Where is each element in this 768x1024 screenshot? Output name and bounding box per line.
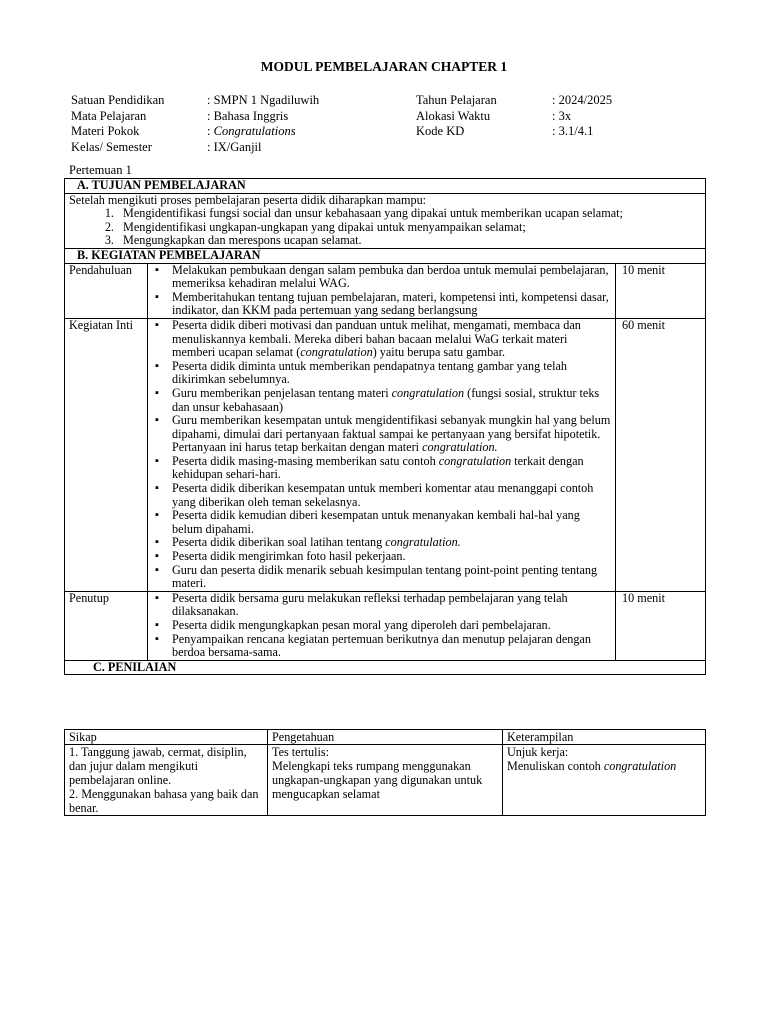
meeting-label: Pertemuan 1: [69, 163, 132, 177]
lesson-table: [64, 178, 706, 675]
phase-activities: [148, 591, 616, 660]
sikap-cell: [65, 745, 268, 816]
column-header-sikap: Sikap: [65, 730, 268, 745]
phase-row: [65, 591, 706, 660]
activity-item: ▪ Guru memberikan penjelasan tentang materi congratulation (fungsi sosial, struktur teks dan unsur kebahasaan): [172, 387, 611, 414]
phase-name: Pendahuluan: [65, 263, 148, 318]
assessment-table: [64, 729, 706, 816]
activity-item: ▪ Peserta didik masing-masing memberikan satu contoh congratulation terkait dengan kehidupan sehari-hari.: [172, 455, 611, 482]
info-value: : SMPN 1 Ngadiluwih: [207, 93, 320, 107]
phase-time: 60 menit: [616, 318, 706, 591]
phase-activities: [148, 318, 616, 591]
goals-list: [69, 207, 701, 248]
activity-item: ▪ Peserta didik kemudian diberi kesempatan untuk menanyakan kembali hal-hal yang belum dipahami.: [172, 509, 611, 536]
phase-row: [65, 318, 706, 591]
activity-list: [152, 264, 611, 318]
section-a-heading: A. TUJUAN PEMBELAJARAN: [65, 179, 706, 194]
info-label: Kelas/ Semester: [71, 139, 152, 154]
activity-item: ▪ Peserta didik diberikan soal latihan tentang congratulation.: [172, 536, 611, 550]
goals-intro: Setelah mengikuti proses pembelajaran peserta didik diharapkan mampu:: [69, 192, 427, 207]
activity-item: ▪ Melakukan pembukaan dengan salam pembuka dan berdoa untuk memulai pembelajaran, memeriksa kehadiran melalui WAG.: [172, 264, 611, 291]
info-left: [71, 93, 319, 155]
info-value: : Bahasa Inggris: [207, 108, 289, 123]
activity-item: ▪ Peserta didik diberi motivasi dan panduan untuk melihat, mengamati, membaca dan menuliskannya kembali. Mereka diberi bahan bacaan melalui WaG terkait materi memberi ucapan selamat (congratulation) yaitu berupa satu gambar.: [172, 319, 611, 360]
info-value-italic: Congratulations: [213, 124, 296, 138]
info-value: : 3.1/4.1: [552, 124, 594, 138]
info-value: : 3x: [552, 108, 572, 123]
info-row: [416, 93, 612, 109]
info-value: : 2024/2025: [552, 93, 613, 107]
info-row: [416, 124, 612, 140]
info-row: [71, 124, 319, 140]
column-header-pengetahuan: Pengetahuan: [268, 730, 503, 745]
info-label: Tahun Pelajaran: [416, 93, 497, 107]
activity-item: ▪ Guru memberikan kesempatan untuk mengidentifikasi sebanyak mungkin hal yang belum dipahami, dimulai dari pertanyaan faktual sampai ke pertanyaan yang bersifat hipotetik. Pertanyaan ini harus tetap berkaitan dengan materi congratulation.: [172, 414, 611, 455]
info-label: Kode KD: [416, 124, 465, 138]
info-value: [207, 124, 296, 140]
goal-item: 2. Mengidentifikasi ungkapan-ungkapan yang dipakai untuk menyampaikan selamat;: [117, 221, 701, 235]
section-c-heading: C. PENILAIAN: [65, 660, 706, 675]
activity-item: ▪ Peserta didik bersama guru melakukan refleksi terhadap pembelajaran yang telah dilaksanakan.: [172, 592, 611, 619]
info-right: [416, 93, 612, 140]
pengetahuan-cell: [268, 745, 503, 816]
info-label: Mata Pelajaran: [71, 108, 147, 123]
pengetahuan-desc: Melengkapi teks rumpang menggunakan ungkapan-ungkapan yang digunakan untuk mengucapkan selamat: [272, 759, 483, 801]
info-label: Alokasi Waktu: [416, 108, 491, 123]
keterampilan-desc: Menuliskan contoh congratulation: [507, 759, 677, 773]
info-row: [71, 140, 319, 156]
goal-item: 1. Mengidentifikasi fungsi social dan unsur kebahasaan yang dipakai untuk memberikan ucapan selamat;: [117, 207, 701, 221]
info-value: : IX/Ganjil: [207, 139, 262, 154]
assessment-header-row: [65, 730, 706, 745]
column-header-keterampilan: Keterampilan: [503, 730, 706, 745]
activity-item: ▪ Penyampaikan rencana kegiatan pertemuan berikutnya dan menutup pelajaran dengan berdoa bersama-sama.: [172, 633, 611, 660]
goal-item: 3. Mengungkapkan dan merespons ucapan selamat.: [117, 234, 701, 248]
info-label: Satuan Pendidikan: [71, 93, 165, 107]
activity-item: ▪ Peserta didik diminta untuk memberikan pendapatnya tentang gambar yang telah dikirimkan sebelumnya.: [172, 360, 611, 387]
info-row: [71, 93, 319, 109]
keterampilan-type: Unjuk kerja:: [507, 745, 569, 759]
activity-item: ▪ Peserta didik mengungkapkan pesan moral yang diperoleh dari pembelajaran.: [172, 619, 611, 633]
activity-item: ▪ Peserta didik diberikan kesempatan untuk memberi komentar atau menanggapi contoh yang diberikan oleh teman sekelasnya.: [172, 482, 611, 509]
phase-time: 10 menit: [616, 591, 706, 660]
keterampilan-cell: [503, 745, 706, 816]
section-b-heading: B. KEGIATAN PEMBELAJARAN: [65, 248, 706, 263]
sikap-item: 2. Menggunakan bahasa yang baik dan benar.: [69, 787, 259, 815]
info-row: [71, 109, 319, 125]
info-value-prefix: :: [207, 124, 214, 138]
info-label: Materi Pokok: [71, 124, 140, 138]
activity-item: ▪ Memberitahukan tentang tujuan pembelajaran, materi, kompetensi inti, kompetensi dasar, indikator, dan KKM pada pertemuan yang sedang berlangsung: [172, 291, 611, 318]
activity-list: [152, 592, 611, 660]
activity-item: ▪ Guru dan peserta didik menarik sebuah kesimpulan tentang point-point penting tentang materi.: [172, 564, 611, 591]
page-title: MODUL PEMBELAJARAN CHAPTER 1: [260, 59, 508, 74]
activity-list: [152, 319, 611, 591]
goals-cell: [65, 193, 706, 248]
assessment-row: [65, 745, 706, 816]
phase-name: Kegiatan Inti: [65, 318, 148, 591]
pengetahuan-type: Tes tertulis:: [272, 745, 330, 759]
phase-name: Penutup: [65, 591, 148, 660]
sikap-item: 1. Tanggung jawab, cermat, disiplin, dan jujur dalam mengikuti pembelajaran online.: [69, 745, 247, 787]
phase-activities: [148, 263, 616, 318]
phase-row: [65, 263, 706, 318]
activity-item: ▪ Peserta didik mengirimkan foto hasil pekerjaan.: [172, 550, 611, 564]
phase-time: 10 menit: [616, 263, 706, 318]
info-row: [416, 109, 612, 125]
